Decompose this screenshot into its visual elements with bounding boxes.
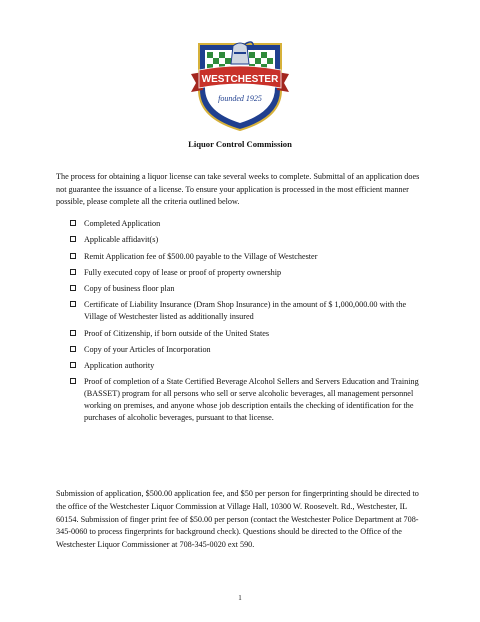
checklist-item-label: Remit Application fee of $500.00 payable to the Village of Westchester xyxy=(84,251,318,261)
westchester-logo xyxy=(189,38,291,132)
intro-paragraph: The process for obtaining a liquor license can take several weeks to complete. Submittal of an application does not guarantee the issuance of a license. To ensure your application is processed in the most efficient manner possible, please complete all the criteria outlined below. xyxy=(56,172,420,207)
checkbox[interactable] xyxy=(70,378,76,384)
checklist-item xyxy=(70,218,430,230)
logo-founded-text: founded 1925 xyxy=(218,94,262,103)
checklist-item-label: Completed Application xyxy=(84,219,161,228)
checklist-item-label: Copy of your Articles of Incorporation xyxy=(84,344,211,354)
checklist-item xyxy=(70,267,430,279)
checklist-item-label: Copy of business floor plan xyxy=(84,284,175,294)
checklist-item-label: Application authority xyxy=(84,361,155,371)
checklist-item xyxy=(70,234,430,246)
checklist-item-label: Fully executed copy of lease or proof of property ownership xyxy=(84,267,282,277)
checkbox[interactable] xyxy=(70,362,76,368)
requirements-checklist xyxy=(70,218,430,428)
logo-banner-text: WESTCHESTER xyxy=(201,74,279,85)
checkbox[interactable] xyxy=(70,269,76,275)
checkbox[interactable] xyxy=(70,236,76,242)
checklist-item-label: Certificate of Liability Insurance (Dram Shop Insurance) in the amount of $ 1,000,000.00 with the Village of Westchester listed as additionally insured xyxy=(84,300,407,322)
submission-instructions: Submission of application, $500.00 application fee, and $50 per person for fingerprinting should be directed to the office of the Westchester Liquor Commission at Village Hall, 10300 W. Roosevelt. Rd., Westchester, IL 60154. Submission of finger print fee of $50.00 per person (contact the Westchester Police Department at 708-345-0060 to process fingerprints for background check). Questions should be directed to the Office of the Westchester Liquor Commissioner at 708-345-0020 ext 590. xyxy=(56,489,419,550)
checklist-item xyxy=(70,251,430,263)
checkbox[interactable] xyxy=(70,346,76,352)
page-number: 1 xyxy=(238,594,242,602)
checklist-item xyxy=(70,360,430,372)
checklist-item xyxy=(70,299,430,323)
checklist-item xyxy=(70,344,430,356)
checklist-item xyxy=(70,376,430,423)
checklist-item xyxy=(70,283,430,295)
page-title: Liquor Control Commission xyxy=(188,139,292,149)
checklist-item-label: Proof of completion of a State Certified Beverage Alcohol Sellers and Servers Education and Training (BASSET) program for all persons who sell or serve alcoholic beverages, all management personnel working on premises, and anyone whose job description entails the checking of identification for the purchases of alcoholic beverages, pursuant to that license. xyxy=(84,377,419,422)
checklist-item xyxy=(70,328,430,340)
checklist-item-label: Proof of Citizenship, if born outside of the United States xyxy=(84,328,270,338)
checkbox[interactable] xyxy=(70,253,76,259)
checkbox[interactable] xyxy=(70,301,76,307)
checkbox[interactable] xyxy=(70,330,76,336)
checkbox[interactable] xyxy=(70,220,76,226)
checkbox[interactable] xyxy=(70,285,76,291)
checklist-item-label: Applicable affidavit(s) xyxy=(84,235,159,245)
